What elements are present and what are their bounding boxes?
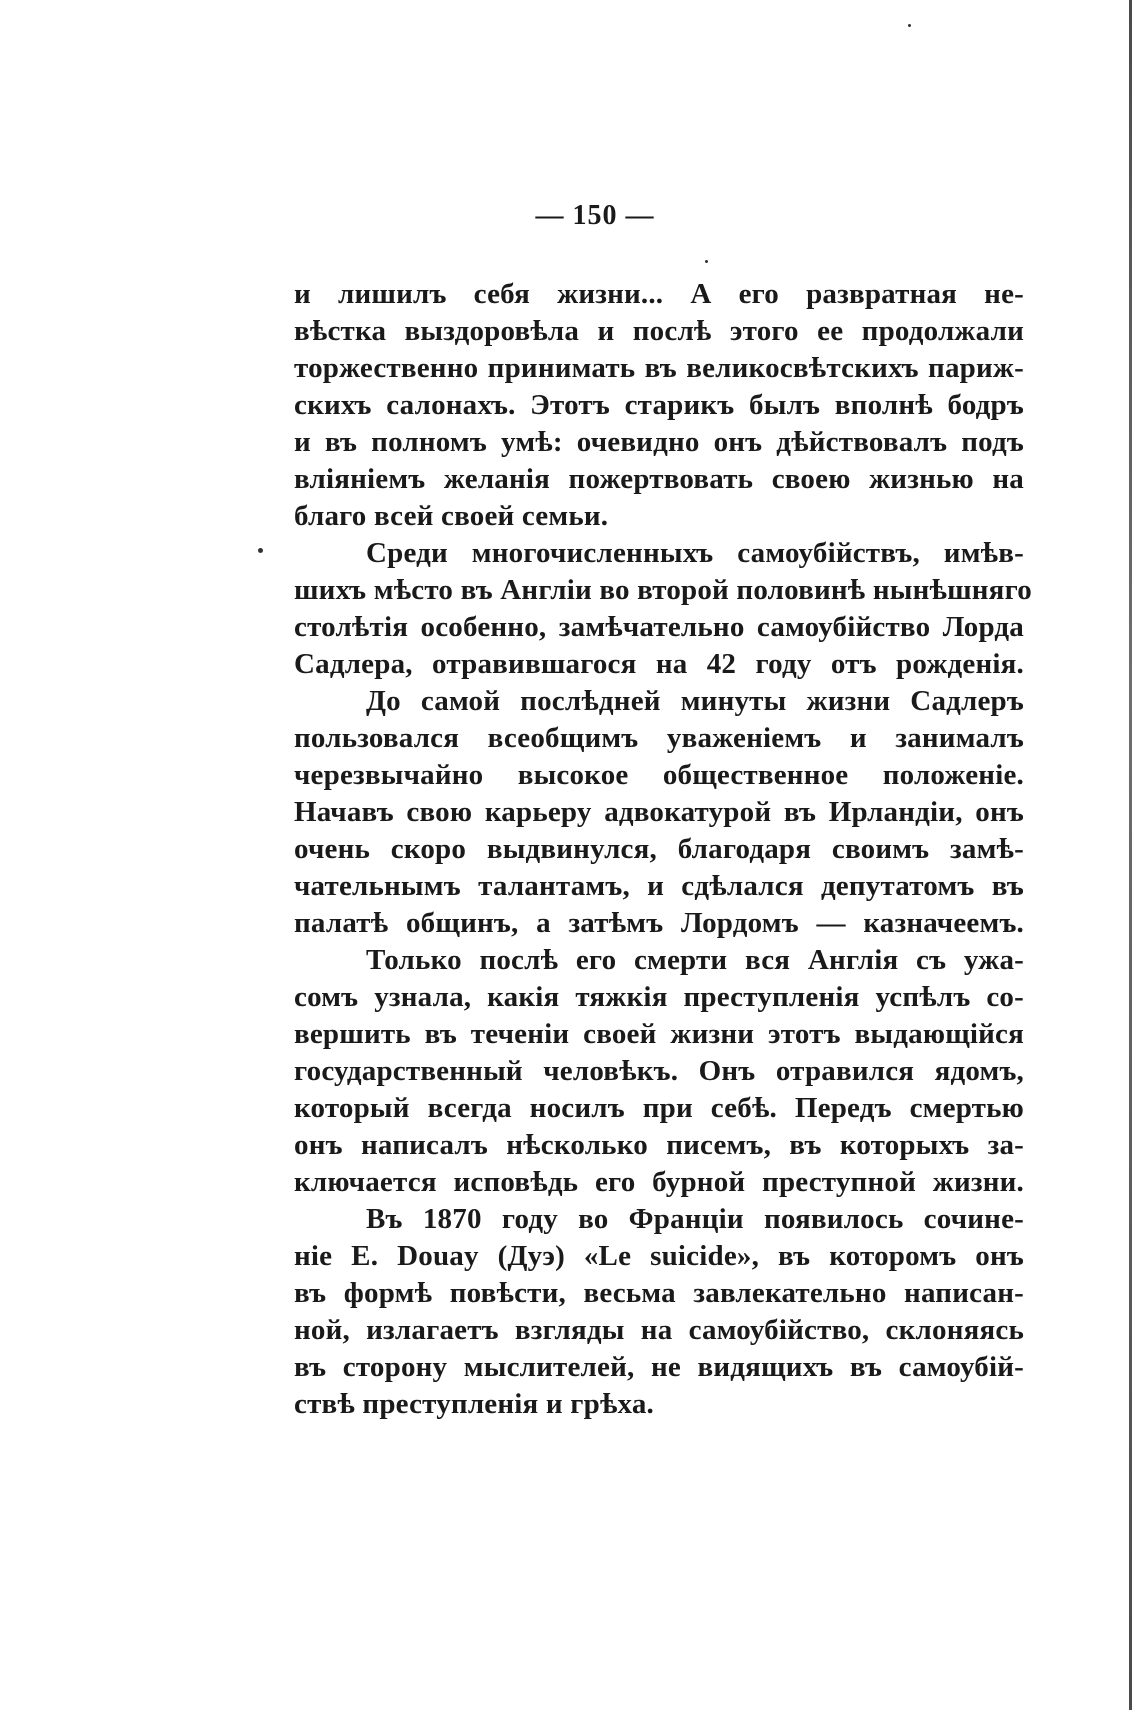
text-line: и въ полномъ умѣ: очевидно онъ дѣйствовалъ подъ [294,426,1024,458]
scan-speck [258,548,263,553]
text-line: благо всей своей семьи. [294,500,609,532]
text-line: вершить въ теченіи своей жизни этотъ выдающійся [294,1018,1024,1050]
text-line: скихъ салонахъ. Этотъ старикъ былъ вполнѣ бодръ [294,389,1024,421]
text-line: пользовался всеобщимъ уваженіемъ и занималъ [294,722,1024,754]
body-text [294,276,1032,1423]
text-line: въ сторону мыслителей, не видящихъ въ самоубій- [294,1351,1024,1383]
text-line: чательнымъ талантамъ, и сдѣлался депутатомъ въ [294,870,1024,902]
text-line: ніе E. Douay (Дуэ) «Le suicide», въ которомъ онъ [294,1240,1024,1272]
text-line: Среди многочисленныхъ самоубійствъ, имѣв- [366,537,1024,569]
text-line: Начавъ свою карьеру адвокатурой въ Ирландіи, онъ [294,796,1024,828]
scan-speck [705,260,708,263]
text-line: вѣстка выздоровѣла и послѣ этого ее продолжали [294,315,1024,347]
text-line: ствѣ преступленія и грѣха. [294,1388,655,1420]
scan-speck [908,24,911,27]
text-line: въ формѣ повѣсти, весьма завлекательно написан- [294,1277,1024,1309]
page-number: — 150 — [535,200,655,231]
text-line: До самой послѣдней минуты жизни Садлеръ [366,685,1024,717]
text-line: очень скоро выдвинулся, благодаря своимъ замѣ- [294,833,1024,865]
text-line: который всегда носилъ при себѣ. Передъ смертью [294,1092,1024,1124]
text-line: и лишилъ себя жизни... А его развратная не- [294,278,1024,310]
text-line: шихъ мѣсто въ Англіи во второй половинѣ нынѣшняго [294,574,1032,606]
scan-edge [1129,0,1132,1710]
text-line: ключается исповѣдь его бурной преступной жизни. [294,1166,1024,1198]
text-line: Только послѣ его смерти вся Англія съ ужа- [366,944,1024,976]
text-line: вліяніемъ желанія пожертвовать своею жизнью на [294,463,1024,495]
text-line: онъ написалъ нѣсколько писемъ, въ которыхъ за- [294,1129,1024,1161]
text-line: Въ 1870 году во Франціи появилось сочине- [366,1203,1024,1235]
text-line: столѣтія особенно, замѣчательно самоубійство Лорда [294,611,1024,643]
text-line: сомъ узнала, какія тяжкія преступленія успѣлъ со- [294,981,1024,1013]
text-line: Садлера, отравившагося на 42 году отъ рожденія. [294,648,1024,680]
text-line: палатѣ общинъ, а затѣмъ Лордомъ — казначеемъ. [294,907,1024,939]
text-line: государственный человѣкъ. Онъ отравился ядомъ, [294,1055,1024,1087]
text-line: торжественно принимать въ великосвѣтскихъ париж- [294,352,1024,384]
text-line: ной, излагаетъ взгляды на самоубійство, склоняясь [294,1314,1024,1346]
text-line: черезвычайно высокое общественное положеніе. [294,759,1024,791]
